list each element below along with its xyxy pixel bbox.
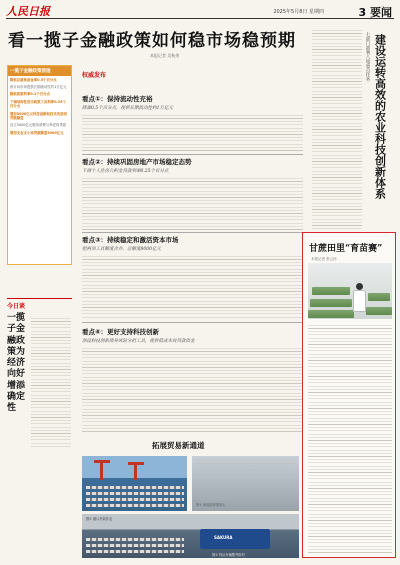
- seedling-tray: [366, 307, 392, 315]
- section-4: [82, 327, 303, 344]
- masthead: [6, 3, 394, 19]
- section-subheading: 下调个人住房公积金贷款利率0.25个百分点: [82, 169, 169, 174]
- ro-ro-ship: [200, 529, 270, 549]
- section-1-body: [82, 115, 303, 153]
- vehicle-row: [86, 486, 184, 489]
- trade-photo-section: [82, 440, 299, 558]
- seedling-tray: [312, 287, 350, 295]
- right-article: [312, 22, 397, 232]
- worker-figure: [352, 283, 366, 313]
- section-heading: 看点①：保持流动性充裕: [82, 95, 153, 103]
- ship-label: SAKURA: [214, 535, 233, 540]
- sidebar-item: 预计向市场提供长期流动性约1万亿元: [10, 84, 67, 89]
- sidebar-item: 降低存款准备金率0.5个百分点: [10, 77, 57, 82]
- vehicle-row: [86, 492, 184, 495]
- vehicle-row: [86, 538, 184, 541]
- sidebar-item: 降低政策利率0.1个百分点: [10, 92, 50, 97]
- section-label: 权威发布: [82, 72, 107, 79]
- sidebar-item: 设立5000亿元服务消费与养老再贷款: [10, 123, 67, 128]
- section-1: [82, 94, 303, 111]
- section-heading: 看点④：更好支持科技创新: [82, 328, 160, 336]
- sidebar-item: 增加3000亿元科技创新和技术改造再贷款额度: [10, 111, 67, 121]
- editorial-headline: 一揽子金融政策为经济向好增添确定性: [7, 313, 26, 413]
- vehicle-row: [86, 498, 184, 501]
- section-subheading: 降准0.5个百分点，提供长期流动性约1万亿元: [82, 106, 174, 111]
- seedling-tray: [308, 310, 354, 318]
- section-2-body: [82, 178, 303, 230]
- newspaper-logo: 人民日报: [6, 5, 50, 18]
- vehicle-row: [86, 550, 184, 553]
- headline-byline: 本报记者 吴秋余: [150, 53, 180, 58]
- crane: [94, 460, 110, 463]
- right-article-title: 建设运转高效的农业科技创新体系: [373, 34, 387, 199]
- sidebar-item: 下调结构性货币政策工具利率0.25个百分点: [10, 99, 66, 109]
- sidebar-item: 增加支农支小再贷款额度3000亿元: [10, 130, 64, 135]
- photo-section-title: 拓展贸易新通道: [152, 441, 205, 450]
- right-article-body: [312, 30, 362, 230]
- feature-story-box: [302, 232, 396, 558]
- section-subheading: 把两项工具额度合并，总额度8000亿元: [82, 247, 161, 252]
- page-number: 3 要闻: [358, 6, 392, 19]
- feature-byline: 本报记者 张云河: [311, 257, 337, 261]
- photo-caption: 图① 港口吊装作业: [86, 517, 113, 521]
- vehicle-row: [86, 504, 184, 507]
- car-ro-ro-photo: [82, 514, 299, 558]
- editorial-column: [7, 298, 72, 448]
- section-subheading: 创设科技创新债券风险分担工具，提供低成本再贷款资金: [82, 339, 195, 344]
- section-heading: 看点②：持续巩固房地产市场稳定态势: [82, 158, 192, 166]
- divider: [82, 154, 303, 155]
- policy-sidebar: [7, 65, 72, 265]
- port-cranes-photo: [82, 456, 187, 511]
- photo-caption-text: [196, 460, 295, 474]
- divider: [82, 322, 303, 323]
- divider: [82, 232, 303, 233]
- section-heading: 看点③：持续稳定和激活资本市场: [82, 236, 179, 244]
- editorial-body-text: [31, 318, 71, 448]
- seedling-tray: [310, 299, 352, 307]
- editorial-label: 今日谈: [7, 298, 72, 310]
- sidebar-title: 一揽子金融政策措施: [8, 66, 71, 76]
- section-3-body: [82, 256, 303, 320]
- vehicle-row: [86, 544, 184, 547]
- section-3: [82, 235, 303, 252]
- feature-body-text: [308, 325, 392, 553]
- section-4-body: [82, 348, 303, 434]
- page-headline: 看一揽子金融政策如何稳市场稳预期: [8, 31, 296, 51]
- right-article-kicker: 七部门部署八项重点任务: [365, 32, 370, 82]
- photo-caption: 图② 滚装船停靠码头: [196, 503, 226, 507]
- feature-title: 甘蔗田里“育苗赛”: [309, 244, 383, 254]
- seedling-tray: [368, 293, 390, 301]
- crane: [128, 462, 144, 465]
- greenhouse-seedling-photo: [308, 263, 392, 319]
- ship-photo: [192, 456, 299, 511]
- crane: [100, 460, 103, 480]
- section-2: [82, 157, 303, 174]
- issue-date: 2025年5月8日 星期四: [273, 9, 324, 15]
- photo-caption: 图③ 待运车辆整齐排列: [212, 553, 245, 557]
